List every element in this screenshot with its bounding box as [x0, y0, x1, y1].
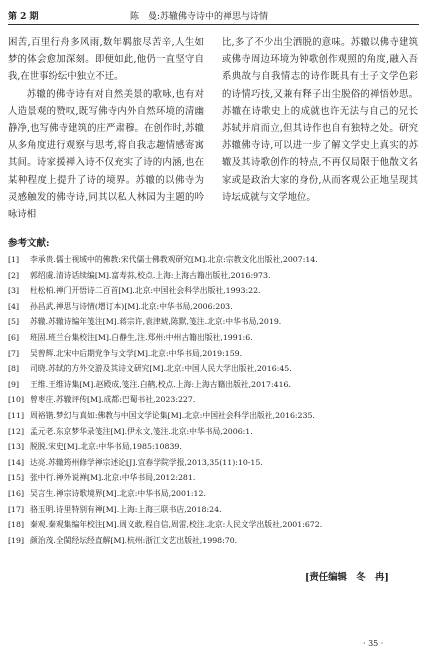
reference-item: [13] 脱脱.宋史[M].北京:中华书局,1985:10839. [8, 442, 182, 452]
reference-item: [5] 苏辙.苏辙诗编年笺注[M].蒋宗许,袁津琥,陈默,笺注.北京:中华书局,2019. [8, 317, 282, 327]
reference-item: [3] 杜松柏.禅门开悟诗二百首[M].北京:中国社会科学出版社,1993:22. [8, 286, 261, 296]
reference-item: [12] 孟元老.东京梦华录笺注[M].伊永文,笺注.北京:中华书局,2006:1. [8, 426, 253, 436]
right-paragraph-1: 比,多了不少出尘洒脱的意味。苏辙以佛寺建筑或佛寺周边环境为钟歌创作观照的角度,融入吾系典故与自我情志的诗作既具有士子文学色彩的诗情巧技,又兼有释子出尘脱俗的禅悟妙思。苏辙在诗歌史上的成就也许无法与自己的兄长苏轼并肩而立,但其诗作也自有独特之处。研究苏辙佛寺诗,可以进一步了解文学史上真实的苏辙及其诗歌创作的特点,不再仅局限于他散文名家或是政治大家的身份,从而客观公正地呈现其诗坛成就与文学地位。 [222, 37, 418, 203]
reference-item: [8] 司晓.苏轼的方外交游及其诗文研究[M].北京:中国人民大学出版社,2016:45. [8, 364, 292, 374]
references-list [8, 252, 418, 548]
reference-item: [18] 秦观.秦观集编年校注[M].周义敢,程自信,周雷,校注.北京:人民文学出版社,2001:672. [8, 520, 323, 530]
reference-item: [4] 孙昌武.禅思与诗情(增订本)[M].北京:中华书局,2006:203. [8, 301, 233, 311]
references-heading: 参考文献: [8, 238, 50, 249]
reference-item: [15] 张中行.禅外说禅[M].北京:中华书局,2012:281. [8, 473, 196, 483]
header-rule [8, 24, 419, 25]
responsible-editor: [责任编辑 冬 冉] [305, 572, 389, 583]
reference-item: [11] 周裕锴.梦幻与真如:佛教与中国文学论集[M].北京:中国社会科学出版社,2016:235. [8, 410, 315, 420]
right-column [222, 34, 418, 206]
page-header [8, 6, 419, 24]
running-title: 陈 曼:苏辙佛寺诗中的禅思与诗情 [130, 12, 269, 22]
reference-item: [14] 达亮.苏辙筠州修学禅宗述论[J].宜春学院学报,2013,35(11):10-15. [8, 457, 263, 467]
reference-item: [17] 骆玉明.诗里特别有禅[M].上海:上海三联书店,2018:24. [8, 504, 222, 514]
page-number: · 35 · [363, 639, 384, 648]
left-column [8, 34, 204, 223]
issue-number: 第 2 期 [8, 12, 39, 22]
reference-item: [19] 颜治茂.全閩经坛经直解[M].杭州:浙江文艺出版社,1998:70. [8, 535, 238, 545]
reference-item: [7] 吴曾辉.北宋中后期党争与文学[M].北京:中华书局,2019:159. [8, 348, 243, 358]
reference-item: [10] 曾枣庄.苏辙评传[M].成都:巴蜀书社,2023:227. [8, 395, 196, 405]
reference-item: [2] 郭绍虞.清诗话续编[M].富寿荪,校点.上海:上海古籍出版社,2016:973. [8, 270, 271, 280]
reference-item: [1] 李承贵.儒士视域中的佛教:宋代儒士佛教观研究[M].北京:宗教文化出版社,2007:14. [8, 255, 318, 264]
reference-item: [6] 班固.班兰台集校注[M].白静生,注.郑州:中州古籍出版社,1991:6. [8, 332, 253, 342]
reference-item: [16] 吴言生.禅宗诗歌境界[M].北京:中华书局,2001:12. [8, 488, 206, 498]
left-paragraph-2: 苏辙的佛寺诗有对自然美景的歌咏,也有对人造景观的赞叹,既写佛寺内外自然环境的清幽静净,也写佛寺建筑的庄严肃穆。在创作时,苏辙从多角度进行观察与思考,将自我志趣情感寄寓其间。诗家援禅入诗不仅充实了诗的内涵,也在某种程度上提升了诗的境界。苏辙的以佛寺为灵感触发的佛寺诗,同其以私人林园为主题的吟咏诗相 [8, 88, 204, 221]
left-paragraph-1: 困苦,百里行舟多风雨,数年羁旅尽苦辛,人生如梦的体会愈加深刻。即便如此,他仍一直坚守自我,在世事纷纭中独立不迁。 [8, 37, 204, 83]
reference-item: [9] 王维.王维诗集[M].赵殿成,笺注.白鹤,校点.上海:上海古籍出版社,2017:416. [8, 379, 291, 389]
